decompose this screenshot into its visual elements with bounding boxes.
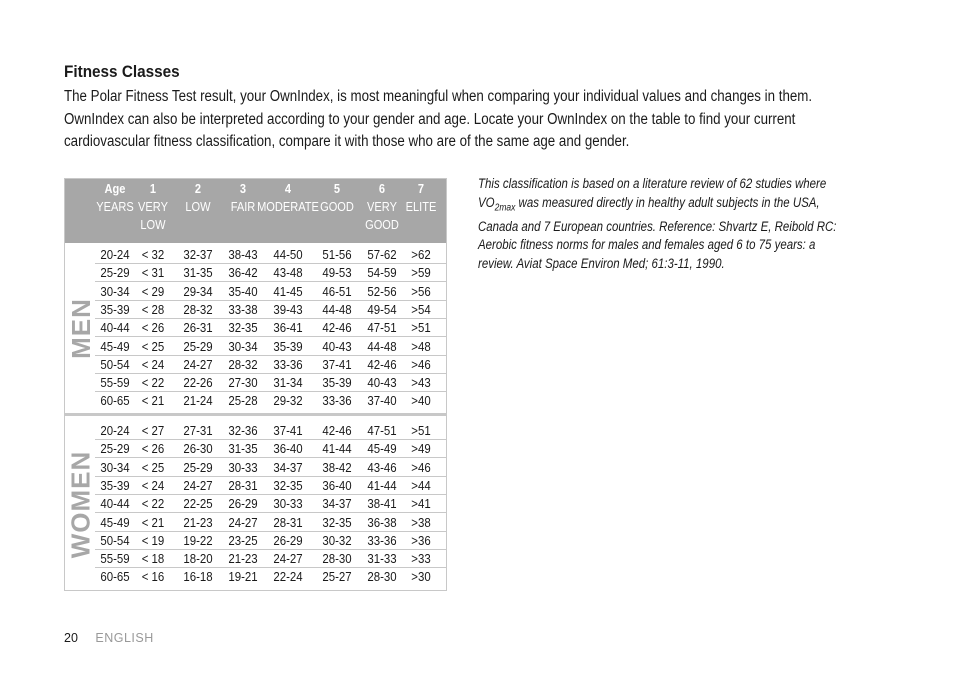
table-cell-very-low: < 22 bbox=[141, 496, 165, 512]
table-cell-age: 60-65 bbox=[100, 569, 130, 585]
table-cell-moderate: 36-40 bbox=[273, 441, 303, 457]
table-cell-very-good: 37-40 bbox=[367, 393, 397, 409]
column-label-line2: GOOD bbox=[365, 217, 399, 232]
table-cell-age: 35-39 bbox=[100, 301, 130, 317]
table-cell-fair: 21-23 bbox=[228, 551, 258, 567]
table-row bbox=[95, 459, 446, 477]
table-cell-good: 34-37 bbox=[322, 496, 352, 512]
page-footer bbox=[64, 631, 154, 645]
table-cell-fair: 36-42 bbox=[228, 265, 258, 281]
table-cell-very-good: 40-43 bbox=[367, 375, 397, 391]
table-cell-very-good: 45-49 bbox=[367, 441, 397, 457]
table-cell-low: 22-25 bbox=[183, 496, 213, 512]
table-cell-good: 49-53 bbox=[322, 265, 352, 281]
table-cell-low: 21-24 bbox=[183, 393, 213, 409]
table-row bbox=[95, 532, 446, 550]
table-cell-very-low: < 29 bbox=[141, 283, 165, 299]
table-cell-elite: >41 bbox=[411, 496, 431, 512]
table-cell-elite: >49 bbox=[411, 441, 431, 457]
table-cell-elite: >48 bbox=[411, 338, 431, 354]
table-row bbox=[95, 356, 446, 374]
table-cell-low: 24-27 bbox=[183, 356, 213, 372]
table-cell-very-good: 38-41 bbox=[367, 496, 397, 512]
table-cell-age: 55-59 bbox=[100, 375, 130, 391]
table-row bbox=[95, 319, 446, 337]
table-cell-very-low: < 32 bbox=[141, 247, 165, 262]
table-row bbox=[95, 246, 446, 264]
table-cell-good: 30-32 bbox=[322, 532, 352, 548]
table-row bbox=[95, 477, 446, 495]
column-label: ELITE bbox=[405, 199, 437, 214]
table-cell-moderate: 41-45 bbox=[273, 283, 303, 299]
table-cell-very-good: 54-59 bbox=[367, 265, 397, 281]
table-cell-age: 20-24 bbox=[100, 247, 130, 262]
table-cell-very-good: 44-48 bbox=[367, 338, 397, 354]
table-cell-good: 28-30 bbox=[322, 551, 352, 567]
table-cell-moderate: 32-35 bbox=[273, 477, 303, 493]
table-cell-moderate: 26-29 bbox=[273, 532, 303, 548]
women-label: WOMEN bbox=[65, 450, 96, 559]
table-cell-age: 40-44 bbox=[100, 320, 130, 336]
table-cell-moderate: 31-34 bbox=[273, 375, 303, 391]
table-cell-moderate: 34-37 bbox=[273, 459, 303, 475]
table-cell-moderate: 36-41 bbox=[273, 320, 303, 336]
table-cell-good: 32-35 bbox=[322, 514, 352, 530]
table-cell-low: 32-37 bbox=[183, 247, 213, 262]
table-row bbox=[95, 338, 446, 356]
column-number: 6 bbox=[378, 181, 386, 196]
table-cell-low: 26-31 bbox=[183, 320, 213, 336]
table-cell-elite: >36 bbox=[411, 532, 431, 548]
table-cell-elite: >51 bbox=[411, 320, 431, 336]
table-cell-fair: 28-31 bbox=[228, 477, 258, 493]
table-cell-low: 19-22 bbox=[183, 532, 213, 548]
table-cell-elite: >46 bbox=[411, 459, 431, 475]
table-cell-low: 22-26 bbox=[183, 375, 213, 391]
table-cell-moderate: 37-41 bbox=[273, 423, 303, 438]
table-cell-moderate: 33-36 bbox=[273, 356, 303, 372]
table-cell-age: 35-39 bbox=[100, 477, 130, 493]
table-cell-age: 45-49 bbox=[100, 514, 130, 530]
table-row bbox=[95, 301, 446, 319]
table-cell-fair: 28-32 bbox=[228, 356, 258, 372]
fitness-classes-table bbox=[64, 178, 447, 591]
table-cell-elite: >56 bbox=[411, 283, 431, 299]
table-cell-good: 37-41 bbox=[322, 356, 352, 372]
table-cell-elite: >30 bbox=[411, 569, 431, 585]
table-cell-very-low: < 28 bbox=[141, 301, 165, 317]
table-cell-very-good: 42-46 bbox=[367, 356, 397, 372]
table-cell-very-good: 41-44 bbox=[367, 477, 397, 493]
table-cell-very-low: < 26 bbox=[141, 441, 165, 457]
column-label: FAIR bbox=[230, 199, 256, 214]
table-cell-low: 25-29 bbox=[183, 459, 213, 475]
table-cell-very-good: 43-46 bbox=[367, 459, 397, 475]
table-cell-fair: 38-43 bbox=[228, 247, 258, 262]
table-cell-very-low: < 19 bbox=[141, 532, 165, 548]
table-cell-fair: 35-40 bbox=[228, 283, 258, 299]
table-cell-moderate: 24-27 bbox=[273, 551, 303, 567]
table-cell-very-good: 28-30 bbox=[367, 569, 397, 585]
column-number: 7 bbox=[417, 181, 425, 196]
section-heading: Fitness Classes bbox=[64, 62, 180, 81]
table-cell-elite: >51 bbox=[411, 423, 431, 438]
table-cell-fair: 23-25 bbox=[228, 532, 258, 548]
table-cell-fair: 30-34 bbox=[228, 338, 258, 354]
column-label: VERY bbox=[367, 199, 397, 214]
table-cell-age: 25-29 bbox=[100, 265, 130, 281]
table-cell-low: 28-32 bbox=[183, 301, 213, 317]
table-cell-very-good: 52-56 bbox=[367, 283, 397, 299]
column-number: 4 bbox=[284, 181, 292, 196]
table-cell-very-low: < 21 bbox=[141, 393, 165, 409]
table-cell-moderate: 43-48 bbox=[273, 265, 303, 281]
table-cell-fair: 27-30 bbox=[228, 375, 258, 391]
table-cell-fair: 24-27 bbox=[228, 514, 258, 530]
column-label-line2: LOW bbox=[140, 217, 166, 232]
table-cell-elite: >46 bbox=[411, 356, 431, 372]
table-cell-low: 16-18 bbox=[183, 569, 213, 585]
table-cell-elite: >59 bbox=[411, 265, 431, 281]
table-cell-very-good: 49-54 bbox=[367, 301, 397, 317]
table-cell-fair: 32-36 bbox=[228, 423, 258, 438]
table-cell-good: 41-44 bbox=[322, 441, 352, 457]
table-row bbox=[95, 550, 446, 568]
table-cell-elite: >43 bbox=[411, 375, 431, 391]
table-cell-very-low: < 21 bbox=[141, 514, 165, 530]
table-cell-very-low: < 31 bbox=[141, 265, 165, 281]
table-cell-very-low: < 22 bbox=[141, 375, 165, 391]
table-cell-age: 40-44 bbox=[100, 496, 130, 512]
column-number: 1 bbox=[149, 181, 157, 196]
table-cell-low: 18-20 bbox=[183, 551, 213, 567]
table-cell-very-low: < 27 bbox=[141, 423, 165, 438]
table-cell-low: 29-34 bbox=[183, 283, 213, 299]
table-cell-very-good: 47-51 bbox=[367, 320, 397, 336]
table-row bbox=[95, 514, 446, 532]
table-cell-very-good: 33-36 bbox=[367, 532, 397, 548]
table-cell-very-low: < 25 bbox=[141, 338, 165, 354]
table-cell-fair: 19-21 bbox=[228, 569, 258, 585]
table-cell-fair: 33-38 bbox=[228, 301, 258, 317]
table-cell-moderate: 30-33 bbox=[273, 496, 303, 512]
table-cell-low: 27-31 bbox=[183, 423, 213, 438]
table-cell-moderate: 28-31 bbox=[273, 514, 303, 530]
table-cell-age: 60-65 bbox=[100, 393, 130, 409]
table-cell-age: 55-59 bbox=[100, 551, 130, 567]
table-cell-elite: >62 bbox=[411, 247, 431, 262]
table-cell-fair: 26-29 bbox=[228, 496, 258, 512]
table-row bbox=[95, 440, 446, 458]
table-cell-very-low: < 24 bbox=[141, 356, 165, 372]
classification-note: This classification is based on a literature review of 62 studies where $VO_{2max}$ was measured directly in healthy adult subjects in the USA, Canada and 7 European countries. Reference: Shvartz E, Reibold RC: Aerobic fitness norms for males and females aged 6 to 75 years: a review. Aviat Space Environ Med; 61:3-11, 1990. bbox=[478, 176, 837, 271]
table-cell-very-low: < 26 bbox=[141, 320, 165, 336]
column-label: YEARS bbox=[96, 199, 134, 214]
table-cell-elite: >38 bbox=[411, 514, 431, 530]
table-cell-good: 42-46 bbox=[322, 423, 352, 438]
column-label: VERY bbox=[138, 199, 168, 214]
table-cell-very-low: < 18 bbox=[141, 551, 165, 567]
table-cell-age: 45-49 bbox=[100, 338, 130, 354]
column-number: 2 bbox=[194, 181, 202, 196]
table-cell-moderate: 22-24 bbox=[273, 569, 303, 585]
column-label: LOW bbox=[185, 199, 211, 214]
table-cell-low: 24-27 bbox=[183, 477, 213, 493]
table-cell-elite: >40 bbox=[411, 393, 431, 409]
table-cell-very-low: < 16 bbox=[141, 569, 165, 585]
table-cell-moderate: 29-32 bbox=[273, 393, 303, 409]
table-row bbox=[95, 264, 446, 282]
table-cell-low: 21-23 bbox=[183, 514, 213, 530]
table-cell-good: 46-51 bbox=[322, 283, 352, 299]
table-cell-fair: 31-35 bbox=[228, 441, 258, 457]
table-cell-very-low: < 24 bbox=[141, 477, 165, 493]
table-cell-good: 42-46 bbox=[322, 320, 352, 336]
table-cell-good: 51-56 bbox=[322, 247, 352, 262]
table-cell-low: 26-30 bbox=[183, 441, 213, 457]
table-cell-good: 33-36 bbox=[322, 393, 352, 409]
table-cell-age: 30-34 bbox=[100, 459, 130, 475]
table-cell-good: 40-43 bbox=[322, 338, 352, 354]
table-row bbox=[95, 495, 446, 513]
table-cell-moderate: 39-43 bbox=[273, 301, 303, 317]
table-row bbox=[95, 392, 446, 410]
table-cell-low: 25-29 bbox=[183, 338, 213, 354]
column-label: MODERATE bbox=[257, 199, 319, 214]
footer-language: ENGLISH bbox=[95, 631, 154, 645]
men-label: MEN bbox=[65, 297, 96, 359]
table-cell-very-good: 36-38 bbox=[367, 514, 397, 530]
table-cell-elite: >33 bbox=[411, 551, 431, 567]
table-cell-low: 31-35 bbox=[183, 265, 213, 281]
table-cell-moderate: 35-39 bbox=[273, 338, 303, 354]
table-cell-age: 25-29 bbox=[100, 441, 130, 457]
table-header bbox=[65, 179, 446, 243]
table-cell-elite: >54 bbox=[411, 301, 431, 317]
column-label: GOOD bbox=[320, 199, 354, 214]
table-cell-good: 44-48 bbox=[322, 301, 352, 317]
table-cell-age: 50-54 bbox=[100, 532, 130, 548]
table-cell-age: 30-34 bbox=[100, 283, 130, 299]
table-cell-good: 25-27 bbox=[322, 569, 352, 585]
column-number: 3 bbox=[239, 181, 247, 196]
table-row bbox=[95, 283, 446, 301]
table-cell-good: 35-39 bbox=[322, 375, 352, 391]
group-separator bbox=[65, 413, 446, 416]
page-number: 20 bbox=[64, 631, 78, 645]
column-header-elite bbox=[387, 180, 455, 216]
table-cell-age: 50-54 bbox=[100, 356, 130, 372]
table-cell-very-good: 31-33 bbox=[367, 551, 397, 567]
table-cell-fair: 25-28 bbox=[228, 393, 258, 409]
table-cell-very-good: 47-51 bbox=[367, 423, 397, 438]
table-row bbox=[95, 422, 446, 440]
table-cell-moderate: 44-50 bbox=[273, 247, 303, 262]
table-cell-very-low: < 25 bbox=[141, 459, 165, 475]
intro-paragraph: The Polar Fitness Test result, your OwnIndex, is most meaningful when comparing your individual values and changes in them. OwnIndex can also be interpreted according to your gender and age. Locate your OwnIndex on the table to find your current cardiovascular fitness classification, compare it with those who are of the same age and gender. bbox=[64, 88, 813, 150]
table-cell-good: 36-40 bbox=[322, 477, 352, 493]
table-cell-fair: 30-33 bbox=[228, 459, 258, 475]
column-number: 5 bbox=[333, 181, 341, 196]
table-cell-very-good: 57-62 bbox=[367, 247, 397, 262]
table-cell-fair: 32-35 bbox=[228, 320, 258, 336]
table-row bbox=[95, 374, 446, 392]
table-cell-age: 20-24 bbox=[100, 423, 130, 438]
table-row bbox=[95, 568, 446, 586]
table-cell-good: 38-42 bbox=[322, 459, 352, 475]
table-cell-elite: >44 bbox=[411, 477, 431, 493]
column-number: Age bbox=[104, 181, 126, 196]
